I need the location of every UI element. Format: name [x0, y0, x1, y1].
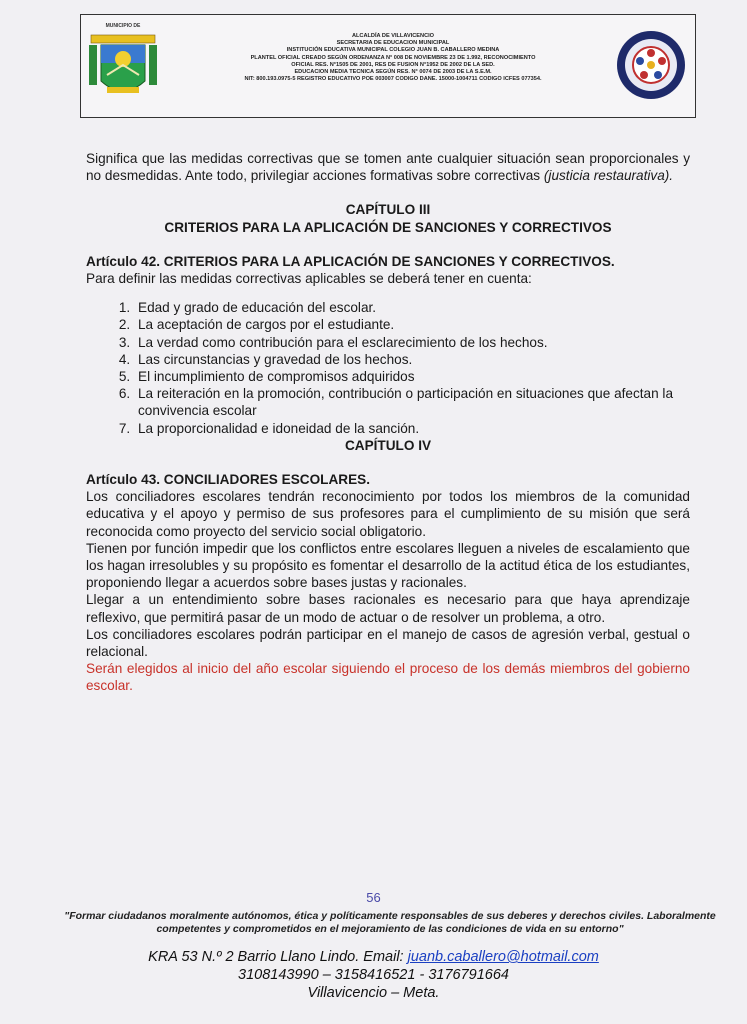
article-43-title: Artículo 43. CONCILIADORES ESCOLARES. [86, 472, 370, 488]
institution-motto: "Formar ciudadanos moralmente autónomos, ética y políticamente responsables de sus deberes y derechos civiles. Laboralmente competentes y comprometidos en el mejoramiento de las condiciones de vida en su entorno" [64, 910, 716, 935]
chapter-3-subtitle: CRITERIOS PARA LA APLICACIÓN DE SANCIONES Y CORRECTIVOS [164, 219, 612, 235]
criteria-list [86, 299, 690, 437]
article-42-title: Artículo 42. CRITERIOS PARA LA APLICACIÓN DE SANCIONES Y CORRECTIVOS. [86, 253, 615, 269]
header-line: NIT: 800.193.0975-5 REGISTRO EDUCATIVO POE 003007 CODIGO DANE. 15000-1004711 CODIGO ICFES 077354. [244, 76, 542, 83]
school-seal [613, 25, 689, 105]
article-43-paragraph: Llegar a un entendimiento sobre bases racionales es necesario para que haya aprendizaje reflexivo, que permitirá pasar de un modo de actuar o de resolver un problema, a otro. [86, 592, 690, 625]
article-43-paragraph: Tienen por función impedir que los conflictos entre escolares lleguen a niveles de escalamiento que los hagan irresolubles y su propósito es fomentar el desarrollo de la actitud ética de los estudiantes, proponiendo llegar a acuerdos sobre bases justas y racionales. [86, 540, 690, 591]
address-line [0, 948, 747, 966]
list-item: 6. La reiteración en la promoción, contribución o participación en situaciones que afectan la convivencia escolar [134, 385, 690, 419]
header-line: SECRETARIA DE EDUCACION MUNICIPAL [336, 40, 450, 47]
intro-paragraph [86, 150, 690, 184]
header-line: INSTITUCIÓN EDUCATIVA MUNICIPAL COLEGIO JUAN B. CABALLERO MEDINA [286, 47, 500, 54]
header-line: PLANTEL OFICIAL CREADO SEGÚN ORDENANZA N° 008 DE NOVIEMBRE 23 DE 1.992, RECONOCIMIENTO [250, 54, 536, 61]
list-item: 7. La proporcionalidad e idoneidad de la sanción. [134, 420, 690, 437]
city-line: Villavicencio – Meta. [307, 985, 440, 1001]
intro-text: Significa que las medidas correctivas que se tomen ante cualquier situación sean proporcionales y no desmedidas. Ante todo, privilegiar acciones formativas sobre correctivas [86, 151, 690, 184]
header-line: ALCALDÍA DE VILLAVICENCIO [351, 33, 435, 39]
address-text: KRA 53 N.º 2 Barrio Llano Lindo. Email: [148, 949, 404, 965]
letterhead [80, 14, 696, 118]
phone-line: 3108143990 – 3158416521 - 3176791664 [238, 967, 509, 983]
list-item: 1. Edad y grado de educación del escolar. [134, 299, 690, 316]
intro-italic-text: (justicia restaurativa). [543, 168, 674, 184]
contact-info [0, 948, 747, 1002]
municipality-logo [87, 23, 159, 109]
list-item: 4. Las circunstancias y gravedad de los hechos. [134, 351, 690, 368]
list-item: 5. El incumplimiento de compromisos adquiridos [134, 368, 690, 385]
email-link[interactable]: juanb.caballero@hotmail.com [407, 949, 599, 965]
institution-header-text [165, 33, 621, 83]
list-item: 2. La aceptación de cargos por el estudiante. [134, 316, 690, 333]
page-body [86, 150, 690, 695]
article-42-intro: Para definir las medidas correctivas aplicables se deberá tener en cuenta: [86, 271, 532, 287]
logo-caption: MUNICIPIO DE [105, 23, 141, 29]
chapter-3-title: CAPÍTULO III [345, 202, 431, 218]
article-43-paragraph: Los conciliadores escolares podrán participar en el manejo de casos de agresión verbal, gestual o relacional. [86, 626, 690, 660]
chapter-4-title: CAPÍTULO IV [344, 437, 432, 453]
list-item: 3. La verdad como contribución para el esclarecimiento de los hechos. [134, 334, 690, 351]
page-number: 56 [366, 890, 381, 905]
header-line: EDUCACION MEDIA TECNICA SEGÚN RES. N° 0074 DE 2003 DE LA S.E.M. [294, 69, 492, 76]
article-43-paragraph: Los conciliadores escolares tendrán reconocimiento por todos los miembros de la comunidad educativa y el apoyo y permiso de sus profesores para el cumplimiento de su misión que será reconocida como proyecto del servicio social obligatorio. [86, 489, 690, 539]
coat-of-arms-icon [87, 29, 159, 109]
article-43-red-paragraph: Serán elegidos al inicio del año escolar siguiendo el proceso de los demás miembros del gobierno escolar. [86, 661, 690, 694]
header-line: OFICIAL RES. N°1505 DE 2001, RES DE FUSION N°1952 DE 2002 DE LA SED. [291, 61, 495, 68]
school-seal-icon [613, 25, 689, 105]
